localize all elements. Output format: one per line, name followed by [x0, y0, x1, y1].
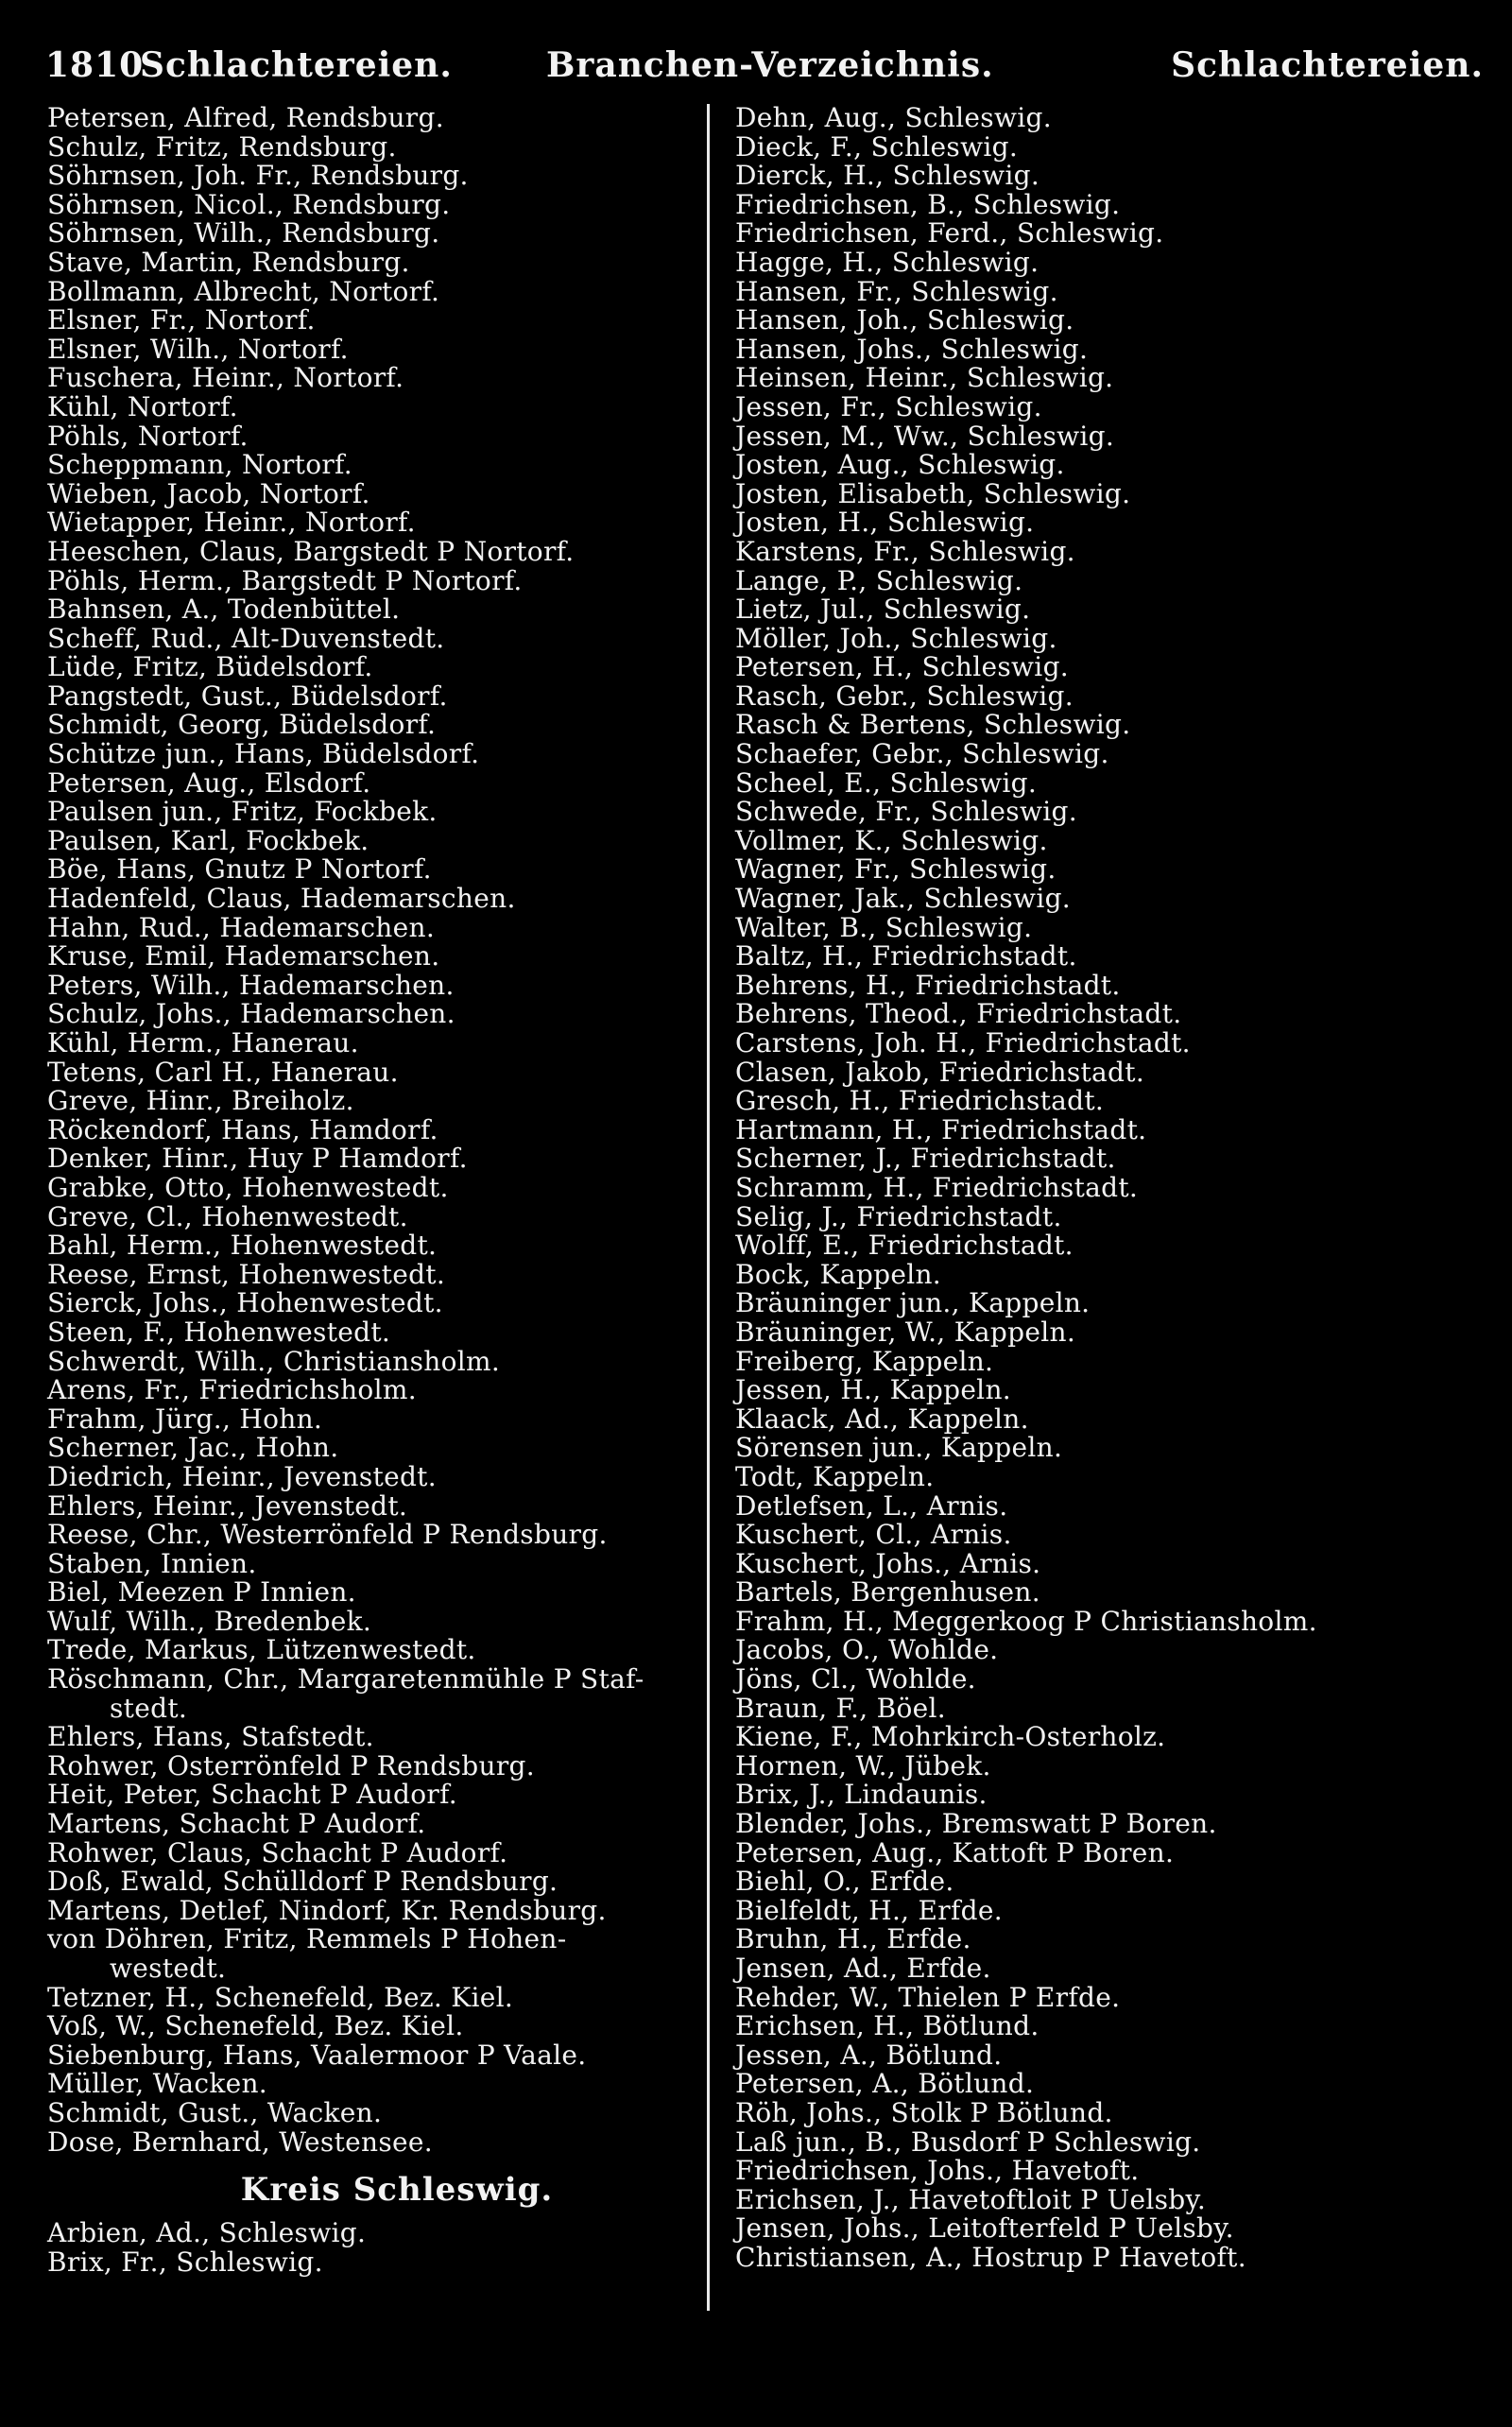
directory-entry: Josten, Elisabeth, Schleswig.: [735, 477, 1131, 509]
directory-entry: Elsner, Fr., Nortorf.: [47, 304, 316, 336]
directory-entry: Selig, J., Friedrichstadt.: [735, 1200, 1062, 1232]
directory-entry: Trede, Markus, Lützenwestedt.: [47, 1634, 476, 1666]
directory-entry: Vollmer, K., Schleswig.: [735, 824, 1048, 856]
directory-entry: Scheff, Rud., Alt-Duvenstedt.: [47, 622, 445, 654]
directory-entry: Denker, Hinr., Huy P Hamdorf.: [47, 1143, 468, 1175]
directory-entry: Hansen, Joh., Schleswig.: [735, 304, 1074, 336]
directory-entry: Staben, Innien.: [47, 1547, 257, 1579]
directory-entry: Bahnsen, A., Todenbüttel.: [47, 594, 401, 626]
directory-entry: Grabke, Otto, Hohenwestedt.: [47, 1171, 449, 1203]
directory-entry: Bahl, Herm., Hohenwestedt.: [47, 1230, 438, 1262]
directory-entry: Jessen, Fr., Schleswig.: [735, 390, 1042, 422]
directory-entry: Schwerdt, Wilh., Christiansholm.: [47, 1345, 501, 1377]
directory-entry: Erichsen, J., Havetoftloit P Uelsby.: [735, 2183, 1207, 2215]
directory-entry: Steen, F., Hohenwestedt.: [47, 1316, 391, 1348]
directory-entry: Schmidt, Gust., Wacken.: [47, 2096, 383, 2128]
directory-entry: Heinsen, Heinr., Schleswig.: [735, 362, 1114, 394]
directory-entry: Greve, Cl., Hohenwestedt.: [47, 1200, 408, 1232]
directory-entry: Brix, J., Lindaunis.: [735, 1779, 988, 1811]
directory-entry: Söhrnsen, Joh. Fr., Rendsburg.: [47, 160, 469, 192]
directory-entry: Friedrichsen, Ferd., Schleswig.: [735, 217, 1164, 250]
directory-entry: Behrens, Theod., Friedrichstadt.: [735, 998, 1182, 1030]
directory-entry: Kühl, Herm., Hanerau.: [47, 1027, 359, 1059]
directory-entry: Jensen, Ad., Erfde.: [735, 1953, 991, 1984]
directory-entry: Braun, F., Böel.: [735, 1692, 946, 1724]
directory-entry: Bock, Kappeln.: [735, 1258, 942, 1290]
directory-entry: Paulsen jun., Fritz, Fockbek.: [47, 796, 438, 828]
directory-entry: Heeschen, Claus, Bargstedt P Nortorf.: [47, 535, 575, 567]
directory-entry: Biehl, O., Erfde.: [735, 1866, 954, 1898]
directory-entry: Lüde, Fritz, Büdelsdorf.: [47, 651, 373, 683]
directory-entry: Blender, Johs., Bremswatt P Boren.: [735, 1808, 1217, 1840]
directory-entry: Rasch & Bertens, Schleswig.: [735, 709, 1131, 741]
directory-entry: Christiansen, A., Hostrup P Havetoft.: [735, 2241, 1246, 2273]
directory-entry: Schmidt, Georg, Büdelsdorf.: [47, 709, 437, 741]
directory-entry: Reese, Ernst, Hohenwestedt.: [47, 1258, 446, 1290]
directory-entry: Frahm, Jürg., Hohn.: [47, 1403, 323, 1435]
directory-entry: Hansen, Johs., Schleswig.: [735, 333, 1089, 365]
directory-entry: Heit, Peter, Schacht P Audorf.: [47, 1779, 457, 1811]
directory-entry: Doß, Ewald, Schülldorf P Rendsburg.: [47, 1866, 558, 1898]
directory-entry: Frahm, H., Meggerkoog P Christiansholm.: [735, 1605, 1317, 1637]
directory-entry: Friedrichsen, Johs., Havetoft.: [735, 2155, 1140, 2187]
directory-entry: Hagge, H., Schleswig.: [735, 246, 1040, 278]
directory-entry: Kühl, Nortorf.: [47, 390, 238, 422]
directory-entry: Clasen, Jakob, Friedrichstadt.: [735, 1056, 1145, 1088]
directory-entry: Erichsen, H., Bötlund.: [735, 2010, 1040, 2042]
directory-entry: Wagner, Fr., Schleswig.: [735, 853, 1057, 886]
directory-entry: Walter, B., Schleswig.: [735, 911, 1033, 943]
directory-entry: Bräuninger jun., Kappeln.: [735, 1287, 1091, 1319]
directory-entry: Scherner, Jac., Hohn.: [47, 1432, 339, 1464]
directory-entry: Elsner, Wilh., Nortorf.: [47, 333, 349, 365]
directory-entry: Petersen, Alfred, Rendsburg.: [47, 102, 444, 133]
directory-entry: Baltz, H., Friedrichstadt.: [735, 940, 1077, 973]
directory-entry: Möller, Joh., Schleswig.: [735, 622, 1057, 654]
directory-entry: Voß, W., Schenefeld, Bez. Kiel.: [47, 2010, 464, 2042]
directory-entry: Siebenburg, Hans, Vaalermoor P Vaale.: [47, 2039, 587, 2071]
directory-entry: Dehn, Aug., Schleswig.: [735, 102, 1052, 133]
directory-entry: Paulsen, Karl, Fockbek.: [47, 824, 369, 856]
directory-entry: Söhrnsen, Wilh., Rendsburg.: [47, 217, 440, 250]
directory-entry: Wietapper, Heinr., Nortorf.: [47, 507, 416, 539]
directory-entry: Schütze jun., Hans, Büdelsdorf.: [47, 738, 480, 770]
directory-entry: Petersen, Aug., Kattoft P Boren.: [735, 1836, 1175, 1868]
directory-entry: Schulz, Fritz, Rendsburg.: [47, 130, 397, 163]
left-column: [47, 104, 747, 2277]
directory-entry: Bollmann, Albrecht, Nortorf.: [47, 275, 440, 307]
directory-entry: Bartels, Bergenhusen.: [735, 1576, 1040, 1609]
directory-entry: Friedrichsen, B., Schleswig.: [735, 188, 1121, 220]
directory-entry: Jöns, Cl., Wohlde.: [735, 1663, 976, 1695]
directory-entry: Gresch, H., Friedrichstadt.: [735, 1085, 1105, 1117]
directory-entry: Jacobs, O., Wohlde.: [735, 1634, 999, 1666]
page-header: [45, 28, 1484, 95]
directory-entry: Peters, Wilh., Hademarschen.: [47, 969, 455, 1001]
directory-entry: Scherner, J., Friedrichstadt.: [735, 1143, 1116, 1175]
directory-entry: Kuschert, Johs., Arnis.: [735, 1547, 1041, 1579]
directory-entry: Schaefer, Gebr., Schleswig.: [735, 738, 1109, 770]
directory-entry: Kiene, F., Mohrkirch-Osterholz.: [735, 1721, 1166, 1753]
directory-entry: Hartmann, H., Friedrichstadt.: [735, 1113, 1147, 1145]
directory-entry: Rohwer, Claus, Schacht P Audorf.: [47, 1836, 508, 1868]
directory-entry: Jessen, H., Kappeln.: [735, 1374, 1011, 1406]
directory-entry: Schramm, H., Friedrichstadt.: [735, 1171, 1139, 1203]
directory-entry: Petersen, Aug., Elsdorf.: [47, 766, 371, 799]
directory-entry: Petersen, H., Schleswig.: [735, 651, 1069, 683]
directory-entry: Freiberg, Kappeln.: [735, 1345, 994, 1377]
directory-entry: Karstens, Fr., Schleswig.: [735, 535, 1075, 567]
directory-entry: Greve, Hinr., Breiholz.: [47, 1085, 354, 1117]
directory-entry: Josten, Aug., Schleswig.: [735, 449, 1065, 481]
directory-entry: Hansen, Fr., Schleswig.: [735, 275, 1058, 307]
directory-entry: Behrens, H., Friedrichstadt.: [735, 969, 1121, 1001]
directory-entry: Hornen, W., Jübek.: [735, 1749, 991, 1782]
directory-entry: Todt, Kappeln.: [735, 1460, 935, 1492]
directory-entry: Rehder, W., Thielen P Erfde.: [735, 1981, 1121, 2013]
right-column: [735, 104, 1491, 2273]
directory-entry: Carstens, Joh. H., Friedrichstadt.: [735, 1027, 1191, 1059]
directory-entry: Klaack, Ad., Kappeln.: [735, 1403, 1029, 1435]
directory-entry: Hahn, Rud., Hademarschen.: [47, 911, 436, 943]
section-heading: Kreis Schleswig.: [240, 2171, 554, 2210]
directory-entry: Jensen, Johs., Leitofterfeld P Uelsby.: [735, 2212, 1234, 2245]
directory-entry: Röckendorf, Hans, Hamdorf.: [47, 1113, 438, 1145]
directory-entry: Rasch, Gebr., Schleswig.: [735, 680, 1074, 712]
directory-entry: Biel, Meezen P Innien.: [47, 1576, 356, 1609]
directory-entry: Josten, H., Schleswig.: [735, 507, 1035, 539]
directory-entry: Stave, Martin, Rendsburg.: [47, 246, 410, 278]
directory-entry: Petersen, A., Bötlund.: [735, 2068, 1035, 2100]
directory-entry: Röh, Johs., Stolk P Bötlund.: [735, 2096, 1113, 2128]
directory-entry: Bräuninger, W., Kappeln.: [735, 1316, 1076, 1348]
directory-entry: Martens, Schacht P Audorf.: [47, 1808, 426, 1840]
directory-entry: Arens, Fr., Friedrichsholm.: [47, 1374, 417, 1406]
directory-entry: Schwede, Fr., Schleswig.: [735, 796, 1077, 828]
directory-entry: Wulf, Wilh., Bredenbek.: [47, 1605, 372, 1637]
running-title-right: Schlachtereien.: [1171, 45, 1484, 85]
running-title-left: Schlachtereien.: [140, 45, 453, 85]
directory-entry: Lietz, Jul., Schleswig.: [735, 594, 1031, 626]
directory-entry: Dieck, F., Schleswig.: [735, 130, 1019, 163]
directory-entry: Martens, Detlef, Nindorf, Kr. Rendsburg.: [47, 1894, 607, 1926]
directory-entry: Scheel, E., Schleswig.: [735, 766, 1038, 799]
directory-entry: Lange, P., Schleswig.: [735, 564, 1023, 596]
directory-entry: Dose, Bernhard, Westensee.: [47, 2126, 433, 2158]
directory-entry: Söhrnsen, Nicol., Rendsburg.: [47, 188, 451, 220]
directory-entry: Fuschera, Heinr., Nortorf.: [47, 362, 404, 394]
directory-entry: Scheppmann, Nortorf.: [47, 449, 352, 481]
directory-entry: Detlefsen, L., Arnis.: [735, 1489, 1008, 1522]
directory-entry: Arbien, Ad., Schleswig.: [47, 2217, 367, 2249]
directory-entry: Röschmann, Chr., Margaretenmühle P Staf-: [47, 1663, 644, 1695]
directory-entry: Böe, Hans, Gnutz P Nortorf.: [47, 853, 432, 886]
directory-entry: Wolff, E., Friedrichstadt.: [735, 1230, 1074, 1262]
directory-entry: Sörensen jun., Kappeln.: [735, 1432, 1063, 1464]
directory-entry: Wieben, Jacob, Nortorf.: [47, 477, 370, 509]
directory-entry: Laß jun., B., Busdorf P Schleswig.: [735, 2126, 1201, 2158]
directory-entry: Müller, Wacken.: [47, 2068, 267, 2100]
directory-entry: Sierck, Johs., Hohenwestedt.: [47, 1287, 443, 1319]
column-divider: [707, 104, 710, 2311]
directory-entry-continuation: westedt.: [110, 1953, 227, 1984]
directory-entry: Pangstedt, Gust., Büdelsdorf.: [47, 680, 448, 712]
directory-entry: Bielfeldt, H., Erfde.: [735, 1894, 1003, 1926]
directory-entry: Wagner, Jak., Schleswig.: [735, 883, 1071, 915]
directory-entry: Pöhls, Nortorf.: [47, 420, 249, 452]
directory-entry: Schulz, Johs., Hademarschen.: [47, 998, 455, 1030]
directory-entry: von Döhren, Fritz, Remmels P Hohen-: [47, 1923, 567, 1955]
directory-entry: Pöhls, Herm., Bargstedt P Nortorf.: [47, 564, 523, 596]
directory-entry: Rohwer, Osterrönfeld P Rendsburg.: [47, 1749, 535, 1782]
directory-entry-continuation: stedt.: [110, 1692, 188, 1724]
directory-entry: Ehlers, Heinr., Jevenstedt.: [47, 1489, 408, 1522]
page-number: 1810: [45, 45, 145, 85]
directory-entry: Bruhn, H., Erfde.: [735, 1923, 971, 1955]
directory-entry: Tetens, Carl H., Hanerau.: [47, 1056, 399, 1088]
directory-entry: Jessen, M., Ww., Schleswig.: [735, 420, 1115, 452]
directory-entry: Ehlers, Hans, Stafstedt.: [47, 1721, 374, 1753]
directory-entry: Kuschert, Cl., Arnis.: [735, 1519, 1012, 1551]
directory-entry: Reese, Chr., Westerrönfeld P Rendsburg.: [47, 1519, 608, 1551]
directory-entry: Dierck, H., Schleswig.: [735, 160, 1040, 192]
directory-entry: Jessen, A., Bötlund.: [735, 2039, 1003, 2071]
running-title-center: Branchen-Verzeichnis.: [546, 45, 994, 85]
directory-entry: Kruse, Emil, Hademarschen.: [47, 940, 440, 973]
directory-entry: Diedrich, Heinr., Jevenstedt.: [47, 1460, 437, 1492]
directory-entry: Tetzner, H., Schenefeld, Bez. Kiel.: [47, 1981, 514, 2013]
directory-entry: Brix, Fr., Schleswig.: [47, 2246, 323, 2278]
directory-entry: Hadenfeld, Claus, Hademarschen.: [47, 883, 516, 915]
